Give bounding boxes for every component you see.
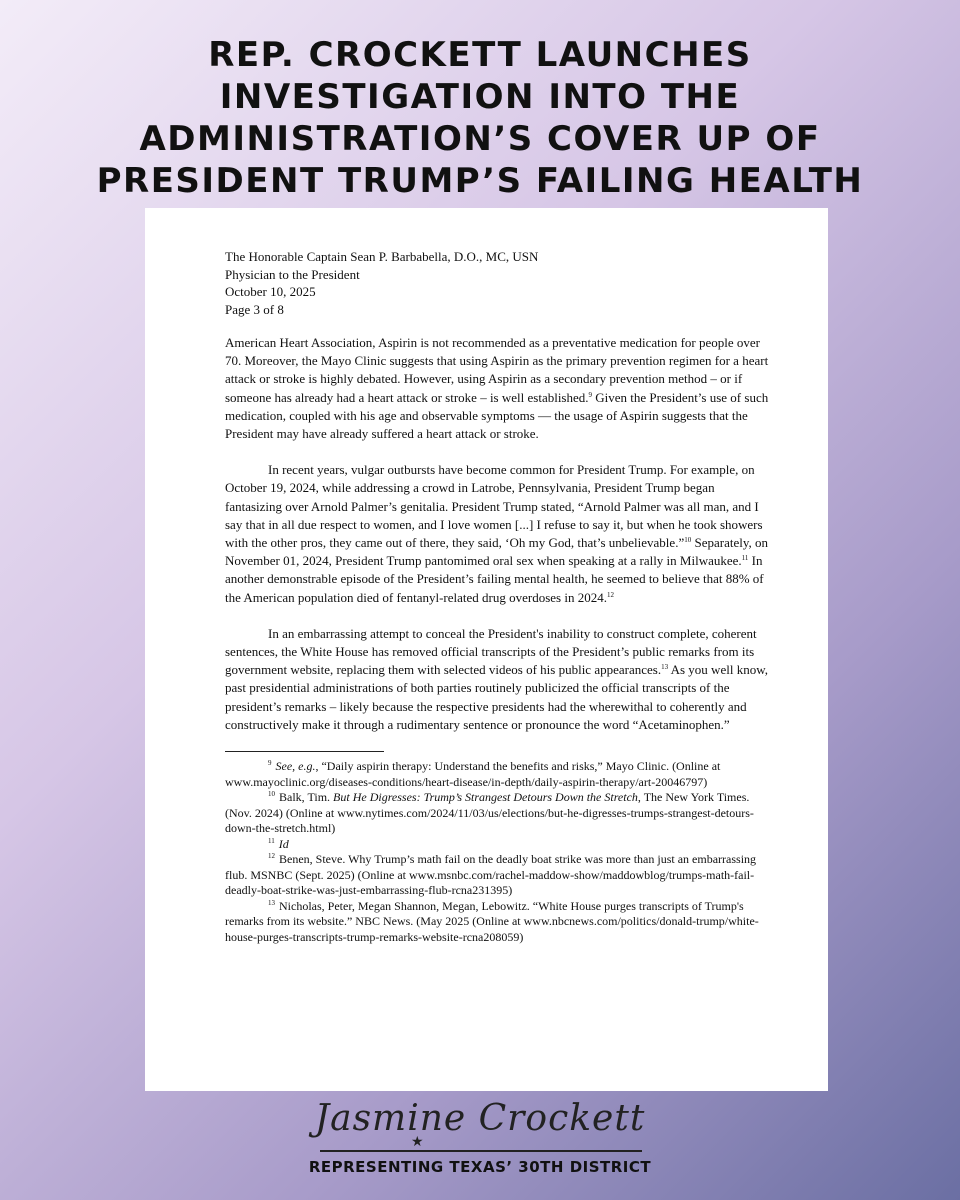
footnote-text: Balk, Tim. [279,790,334,805]
footnote-number: 11 [268,836,275,845]
paragraph-text: In recent years, vulgar outbursts have become common for President Trump. For example, on October 19, 2024, while addressing a crowd in Latrobe, Pennsylvania, President Trump began fantasizing over Arnold Palmer’s genitalia. President Trump stated, “Arnold Palmer was all man, and I say that in all due respect to women, and I love women [...] I refuse to say it, but when he took showers with the other pros, they came out of there, they said, ‘Oh my God, that’s unbelievable.” [225,462,763,551]
signature-underline [320,1150,642,1152]
footnote-italic: Id [278,836,289,851]
recipient-title: Physician to the President [225,266,360,282]
footnote-number: 12 [268,852,275,861]
footnote-text: , The New York Times. (Nov. 2024) (Online at www.nytimes.com/2024/11/03/us/elections/but-he-digresses-trumps-strangest-detours-down-the-stretch.html) [225,790,754,836]
footnote-10 [225,790,774,837]
letter-header [225,248,774,318]
footnote-13 [225,899,774,946]
footnote-9 [225,759,774,790]
footnote-ref: 12 [606,590,614,599]
headline-line: INVESTIGATION INTO THE [219,77,741,117]
footnote-ref: 11 [741,554,749,563]
paragraph-outbursts [225,461,774,607]
footnote-text: , “Daily aspirin therapy: Understand the benefits and risks,” Mayo Clinic. (Online at www.mayoclinic.org/diseases-conditions/heart-disease/in-depth/daily-aspirin-therapy/art-20046797) [225,759,721,789]
footnote-ref: 10 [684,536,692,545]
footnote-number: 9 [268,759,272,768]
footnote-text: Nicholas, Peter, Megan Shannon, Megan, Lebowitz. “White House purges transcripts of Trump's remarks from its website.” NBC News. (May 2025 (Online at www.nbcnews.com/politics/donald-trump/white-house-purges-transcripts-trump-remarks-website-rcna208059) [225,898,759,944]
signature-logo: Jasmine Crockett [314,1098,646,1139]
footnote-number: 10 [268,790,275,799]
footnote-text: Benen, Steve. Why Trump’s math fail on the deadly boat strike was more than just an embarrassing flub. MSNBC (Sept. 2025) (Online at www.msnbc.com/rachel-maddow-show/maddowblog/trumps-math-fail-deadly-boat-strike-was-just-embarrassing-flub-rcna231395) [225,852,757,898]
footnote-italic: See, e.g. [275,759,316,774]
headline-line: REP. CROCKETT LAUNCHES [208,35,752,75]
footnote-11 [225,837,774,853]
headline [0,34,960,202]
footnote-ref: 13 [661,663,669,672]
paragraph-text: In another demonstrable episode of the President’s failing mental health, he seemed to believe that 88% of the American population died of fentanyl-related drug overdoses in 2024. [225,553,764,605]
paragraph-text: In an embarrassing attempt to conceal the President's inability to construct complete, coherent sentences, the White House has removed official transcripts of the President’s public remarks from its government website, replacing them with selected videos of his public appearances. [225,625,757,678]
footnote-number: 13 [268,898,275,907]
footnote-divider [225,751,384,752]
headline-line: PRESIDENT TRUMP’S FAILING HEALTH [96,161,864,201]
letter-page [145,208,828,1091]
footnote-ref: 9 [588,390,593,399]
headline-line: ADMINISTRATION’S COVER UP OF [139,119,821,159]
footnote-12 [225,852,774,899]
paragraph-text: American Heart Association, Aspirin is not recommended as a preventative medication for people over 70. Moreover, the Mayo Clinic suggests that using Aspirin as the primary prevention regimen for a heart attack or stroke is highly debated. However, using Aspirin as a secondary prevention method – or if someone has already had a heart attack or stroke – is well established. [225,335,769,405]
paragraph-aspirin [225,334,774,443]
letter-date: October 10, 2025 [225,284,316,299]
texas-star-icon: ★ [411,1135,424,1150]
paragraph-transcripts [225,625,774,734]
recipient-name: The Honorable Captain Sean P. Barbabella, D.O., MC, USN [225,249,539,264]
district-tagline: REPRESENTING TEXAS’ 30TH DISTRICT [308,1158,652,1176]
page-number: Page 3 of 8 [225,301,284,317]
paragraph-text: As you well know, past presidential administrations of both parties routinely publicized the official transcripts of the president’s remarks – likely because the respective presidents had the wherewithal to coherently and constructively make it through a rudimentary sentence or pronounce the word “Acetaminophen.” [225,662,768,732]
paragraph-text: Given the President’s use of such medication, coupled with his age and observable symptoms — the usage of Aspirin suggests that the President may have already suffered a heart attack or stroke. [225,389,769,442]
footnote-italic: But He Digresses: Trump’s Strangest Detours Down the Stretch [333,790,638,805]
paragraph-text: Separately, on November 01, 2024, President Trump pantomimed oral sex when speaking at a rally in Milwaukee. [225,535,768,569]
